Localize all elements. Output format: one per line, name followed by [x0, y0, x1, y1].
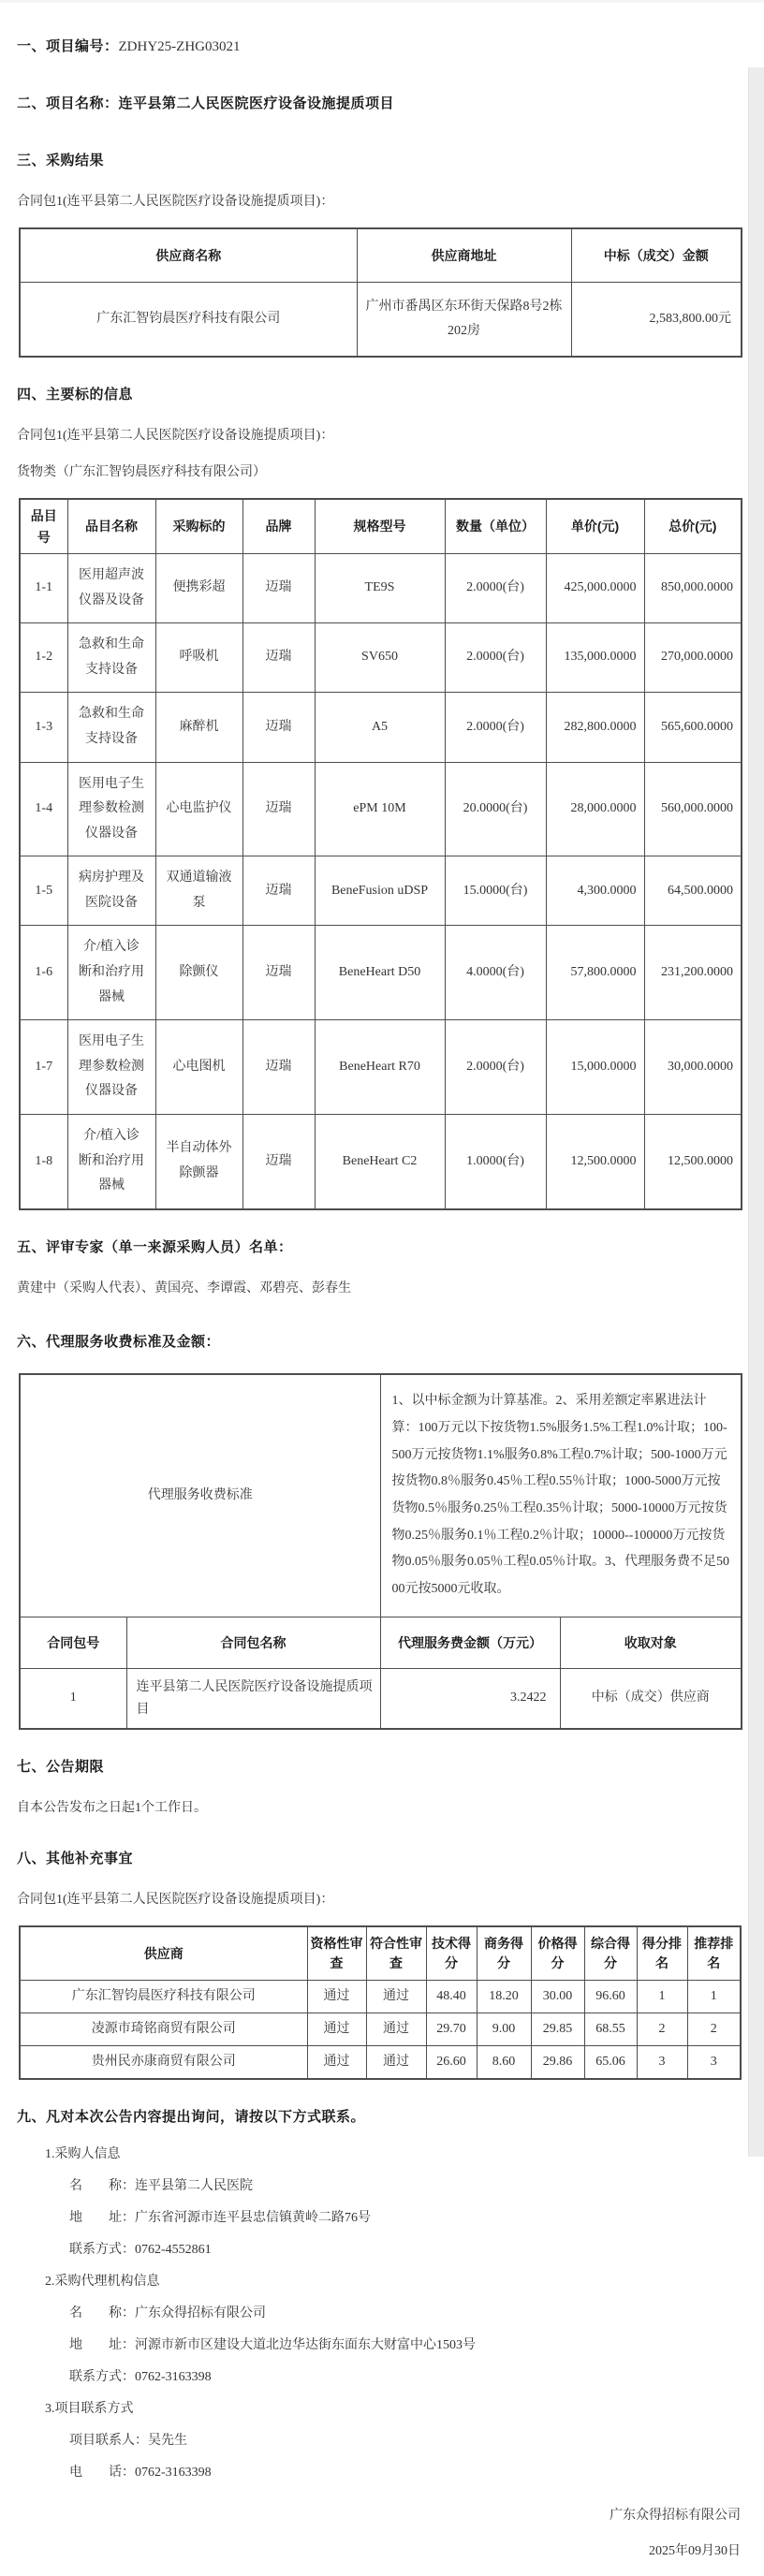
section-main-subject-heading: 四、主要标的信息	[17, 387, 134, 403]
total-price-cell: 270,000.0000	[644, 623, 742, 693]
package-no-cell: 1	[20, 1668, 126, 1729]
agency-name-line: 名 称：广东众得招标有限公司	[69, 2306, 266, 2321]
unit-price-cell: 4,300.0000	[546, 856, 644, 926]
item-no-cell: 1-3	[20, 693, 67, 762]
model-cell: BeneHeart C2	[315, 1115, 445, 1209]
table-row	[20, 2013, 741, 2046]
conformity-cell: 通过	[366, 2046, 426, 2080]
item-name-cell: 介/植入诊断和治疗用器械	[67, 926, 155, 1020]
buyer-info-title: 1.采购人信息	[45, 2147, 121, 2162]
buyer-name-line: 名 称：连平县第二人民医院	[69, 2179, 253, 2194]
project-contact-title: 3.项目联系方式	[45, 2402, 134, 2417]
supplier-cell: 凌源市琦铭商贸有限公司	[20, 2013, 307, 2046]
model-cell: BeneHeart D50	[315, 926, 445, 1020]
qty-cell: 2.0000(台)	[445, 693, 546, 762]
col-price-score: 价格得分	[531, 1926, 584, 1981]
table-row	[20, 1020, 742, 1115]
overall-score-cell: 96.60	[584, 1981, 637, 2013]
table-row	[20, 1981, 741, 2013]
item-name-cell: 介/植入诊断和治疗用器械	[67, 1115, 155, 1209]
contact-block	[17, 2144, 741, 2482]
total-price-cell: 565,600.0000	[644, 693, 742, 762]
unit-price-cell: 425,000.0000	[546, 553, 644, 622]
total-price-cell: 30,000.0000	[644, 1020, 742, 1115]
brand-cell: 迈瑞	[242, 1020, 315, 1115]
item-no-cell: 1-5	[20, 856, 67, 926]
model-cell: BeneFusion uDSP	[315, 856, 445, 926]
item-no-cell: 1-7	[20, 1020, 67, 1115]
col-brand: 品牌	[242, 499, 315, 553]
col-award-amount: 中标（成交）金额	[571, 228, 742, 283]
item-name-cell: 医用电子生理参数检测仪器设备	[67, 1020, 155, 1115]
fee-standard-text: 1、以中标金额为计算基准。2、采用差额定率累进法计算：100万元以下按货物1.5%服务1.5%工程1.0%计取；100-500万元按货物1.1%服务0.8%工程0.7%计取；500-1000万元按货物0.8％服务0.45％工程0.55％计取；1000-5000万元按货物0.5％服务0.25％工程0.35％计取；5000-10000万元按货物0.25％服务0.1％工程0.2％计取；10000--100000万元按货物0.05％服务0.05％工程0.05％计取。3、代理服务费不足5000元按5000元收取。	[380, 1374, 742, 1617]
unit-price-cell: 12,500.0000	[546, 1115, 644, 1209]
brand-cell: 迈瑞	[242, 926, 315, 1020]
business-score-cell: 9.00	[477, 2013, 531, 2046]
brand-cell: 迈瑞	[242, 856, 315, 926]
total-price-cell: 850,000.0000	[644, 553, 742, 622]
table-row	[20, 1668, 742, 1729]
total-price-cell: 560,000.0000	[644, 762, 742, 856]
item-no-cell: 1-4	[20, 762, 67, 856]
table-header-row	[20, 1617, 742, 1668]
result-package-intro: 合同包1(连平县第二人民医院医疗设备设施提质项目)：	[17, 195, 334, 209]
col-recommend-rank: 推荐排名	[687, 1926, 741, 1981]
unit-price-cell: 28,000.0000	[546, 762, 644, 856]
total-price-cell: 64,500.0000	[644, 856, 742, 926]
col-overall-score: 综合得分	[584, 1926, 637, 1981]
col-item-no: 品目号	[20, 499, 67, 553]
agency-address-line: 地 址：河源市新市区建设大道北边华达街东面东大财富中心1503号	[69, 2338, 476, 2353]
col-supplier: 供应商	[20, 1926, 307, 1981]
col-technical-score: 技术得分	[426, 1926, 477, 1981]
footer-date: 2025年09月30日	[649, 2544, 741, 2559]
technical-score-cell: 48.40	[426, 1981, 477, 2013]
qty-cell: 2.0000(台)	[445, 553, 546, 622]
col-qualification-review: 资格性审查	[307, 1926, 366, 1981]
item-name-cell: 急救和生命支持设备	[67, 693, 155, 762]
section-agency-fee-heading: 六、代理服务收费标准及金额：	[17, 1334, 221, 1351]
business-score-cell: 8.60	[477, 2046, 531, 2080]
item-no-cell: 1-2	[20, 623, 67, 693]
project-contact-line: 项目联系人：吴先生	[69, 2434, 187, 2449]
table-row	[20, 693, 742, 762]
price-score-cell: 29.86	[531, 2046, 584, 2080]
items-table	[19, 498, 742, 1210]
model-cell: TE9S	[315, 553, 445, 622]
project-number-value: ZDHY25-ZHG03021	[118, 39, 241, 54]
supplementary-package-intro: 合同包1(连平县第二人民医院医疗设备设施提质项目)：	[17, 1892, 334, 1907]
business-score-cell: 18.20	[477, 1981, 531, 2013]
qty-cell: 1.0000(台)	[445, 1115, 546, 1209]
col-supplier-name: 供应商名称	[20, 228, 357, 283]
score-rank-cell: 1	[637, 1981, 687, 2013]
col-spec-model: 规格型号	[315, 499, 445, 553]
fee-payer-cell: 中标（成交）供应商	[560, 1668, 742, 1729]
project-number-line	[17, 36, 741, 55]
table-header-row	[20, 1926, 741, 1981]
fee-standard-row	[20, 1374, 742, 1617]
footer-signature	[19, 2505, 741, 2559]
agency-fee-table	[19, 1373, 742, 1730]
item-name-cell: 医用电子生理参数检测仪器设备	[67, 762, 155, 856]
target-cell: 心电监护仪	[155, 762, 242, 856]
col-business-score: 商务得分	[477, 1926, 531, 1981]
score-rank-cell: 2	[637, 2013, 687, 2046]
buyer-address-line: 地 址：广东省河源市连平县忠信镇黄岭二路76号	[69, 2211, 371, 2226]
conformity-cell: 通过	[366, 2013, 426, 2046]
section-experts-heading: 五、评审专家（单一来源采购人员）名单：	[17, 1238, 293, 1255]
model-cell: ePM 10M	[315, 762, 445, 856]
package-name-cell: 连平县第二人民医院医疗设备设施提质项目	[126, 1668, 380, 1729]
fee-amount-cell: 3.2422	[380, 1668, 560, 1729]
section-supplementary-heading: 八、其他补充事宜	[17, 1850, 134, 1866]
qty-cell: 15.0000(台)	[445, 856, 546, 926]
recommend-rank-cell: 2	[687, 2013, 741, 2046]
target-cell: 呼吸机	[155, 623, 242, 693]
price-score-cell: 30.00	[531, 1981, 584, 2013]
footer-company-name: 广东众得招标有限公司	[610, 2509, 741, 2524]
col-conformity-review: 符合性审查	[366, 1926, 426, 1981]
agency-phone-line: 联系方式：0762-3163398	[69, 2370, 212, 2385]
qty-cell: 2.0000(台)	[445, 1020, 546, 1115]
subject-category-line: 货物类（广东汇智钧晨医疗科技有限公司）	[17, 464, 266, 479]
model-cell: BeneHeart R70	[315, 1020, 445, 1115]
item-no-cell: 1-8	[20, 1115, 67, 1209]
table-row	[20, 2046, 741, 2080]
brand-cell: 迈瑞	[242, 623, 315, 693]
col-item-name: 品目名称	[67, 499, 155, 553]
table-row	[20, 553, 742, 622]
recommend-rank-cell: 3	[687, 2046, 741, 2080]
supplier-score-table	[19, 1925, 742, 2080]
table-header-row	[20, 228, 742, 283]
project-phone-line: 电 话：0762-3163398	[69, 2466, 212, 2481]
experts-names: 黄建中（采购人代表）、黄国亮、李谭霞、邓碧亮、彭春生	[17, 1281, 351, 1295]
price-score-cell: 29.85	[531, 2013, 584, 2046]
brand-cell: 迈瑞	[242, 553, 315, 622]
col-supplier-address: 供应商地址	[357, 228, 571, 283]
qualification-cell: 通过	[307, 2046, 366, 2080]
col-package-no: 合同包号	[20, 1617, 126, 1668]
supplier-address-cell: 广州市番禺区东环街天保路8号2栋202房	[357, 283, 571, 358]
table-row	[20, 623, 742, 693]
recommend-rank-cell: 1	[687, 1981, 741, 2013]
total-price-cell: 231,200.0000	[644, 926, 742, 1020]
project-name-label: 二、项目名称：	[17, 95, 119, 111]
col-fee-amount: 代理服务费金额（万元）	[380, 1617, 560, 1668]
col-quantity: 数量（单位）	[445, 499, 546, 553]
target-cell: 便携彩超	[155, 553, 242, 622]
item-name-cell: 医用超声波仪器及设备	[67, 553, 155, 622]
table-row	[20, 856, 742, 926]
unit-price-cell: 282,800.0000	[546, 693, 644, 762]
agency-info-title: 2.采购代理机构信息	[45, 2275, 160, 2290]
section-contact-heading: 九、凡对本次公告内容提出询问，请按以下方式联系。	[17, 2109, 366, 2126]
item-no-cell: 1-1	[20, 553, 67, 622]
supplier-name-cell: 广东汇智钧晨医疗科技有限公司	[20, 283, 357, 358]
target-cell: 双通道输液泵	[155, 856, 242, 926]
model-cell: SV650	[315, 623, 445, 693]
col-package-name: 合同包名称	[126, 1617, 380, 1668]
technical-score-cell: 26.60	[426, 2046, 477, 2080]
table-row	[20, 762, 742, 856]
col-total-price: 总价(元)	[644, 499, 742, 553]
section-notice-period-heading: 七、公告期限	[17, 1759, 105, 1776]
col-unit-price: 单价(元)	[546, 499, 644, 553]
item-name-cell: 急救和生命支持设备	[67, 623, 155, 693]
brand-cell: 迈瑞	[242, 693, 315, 762]
brand-cell: 迈瑞	[242, 762, 315, 856]
unit-price-cell: 15,000.0000	[546, 1020, 644, 1115]
page-top-border	[0, 0, 764, 3]
table-row	[20, 1115, 742, 1209]
unit-price-cell: 57,800.0000	[546, 926, 644, 1020]
overall-score-cell: 65.06	[584, 2046, 637, 2080]
buyer-phone-line: 联系方式：0762-4552861	[69, 2243, 212, 2258]
brand-cell: 迈瑞	[242, 1115, 315, 1209]
qty-cell: 20.0000(台)	[445, 762, 546, 856]
subject-package-intro: 合同包1(连平县第二人民医院医疗设备设施提质项目)：	[17, 429, 334, 444]
project-name-line	[17, 93, 741, 112]
score-rank-cell: 3	[637, 2046, 687, 2080]
qty-cell: 4.0000(台)	[445, 926, 546, 1020]
scrollbar-track[interactable]	[748, 67, 764, 2157]
table-header-row	[20, 499, 742, 553]
col-score-rank: 得分排名	[637, 1926, 687, 1981]
item-name-cell: 病房护理及医院设备	[67, 856, 155, 926]
project-name-value: 连平县第二人民医院医疗设备设施提质项目	[118, 95, 395, 111]
fee-standard-label: 代理服务收费标准	[20, 1374, 380, 1617]
table-row	[20, 283, 742, 358]
technical-score-cell: 29.70	[426, 2013, 477, 2046]
target-cell: 半自动体外除颤器	[155, 1115, 242, 1209]
col-procurement-target: 采购标的	[155, 499, 242, 553]
qualification-cell: 通过	[307, 2013, 366, 2046]
col-fee-payer: 收取对象	[560, 1617, 742, 1668]
overall-score-cell: 68.55	[584, 2013, 637, 2046]
project-number-label: 一、项目编号：	[17, 38, 119, 54]
model-cell: A5	[315, 693, 445, 762]
target-cell: 除颤仪	[155, 926, 242, 1020]
award-amount-cell: 2,583,800.00元	[571, 283, 742, 358]
target-cell: 心电图机	[155, 1020, 242, 1115]
unit-price-cell: 135,000.0000	[546, 623, 644, 693]
target-cell: 麻醉机	[155, 693, 242, 762]
table-row	[20, 926, 742, 1020]
notice-period-text: 自本公告发布之日起1个工作日。	[17, 1801, 207, 1816]
section-procurement-result-heading: 三、采购结果	[17, 153, 105, 168]
qualification-cell: 通过	[307, 1981, 366, 2013]
supplier-cell: 广东汇智钧晨医疗科技有限公司	[20, 1981, 307, 2013]
conformity-cell: 通过	[366, 1981, 426, 2013]
supplier-cell: 贵州民亦康商贸有限公司	[20, 2046, 307, 2080]
item-no-cell: 1-6	[20, 926, 67, 1020]
qty-cell: 2.0000(台)	[445, 623, 546, 693]
procurement-result-table	[19, 227, 742, 358]
total-price-cell: 12,500.0000	[644, 1115, 742, 1209]
